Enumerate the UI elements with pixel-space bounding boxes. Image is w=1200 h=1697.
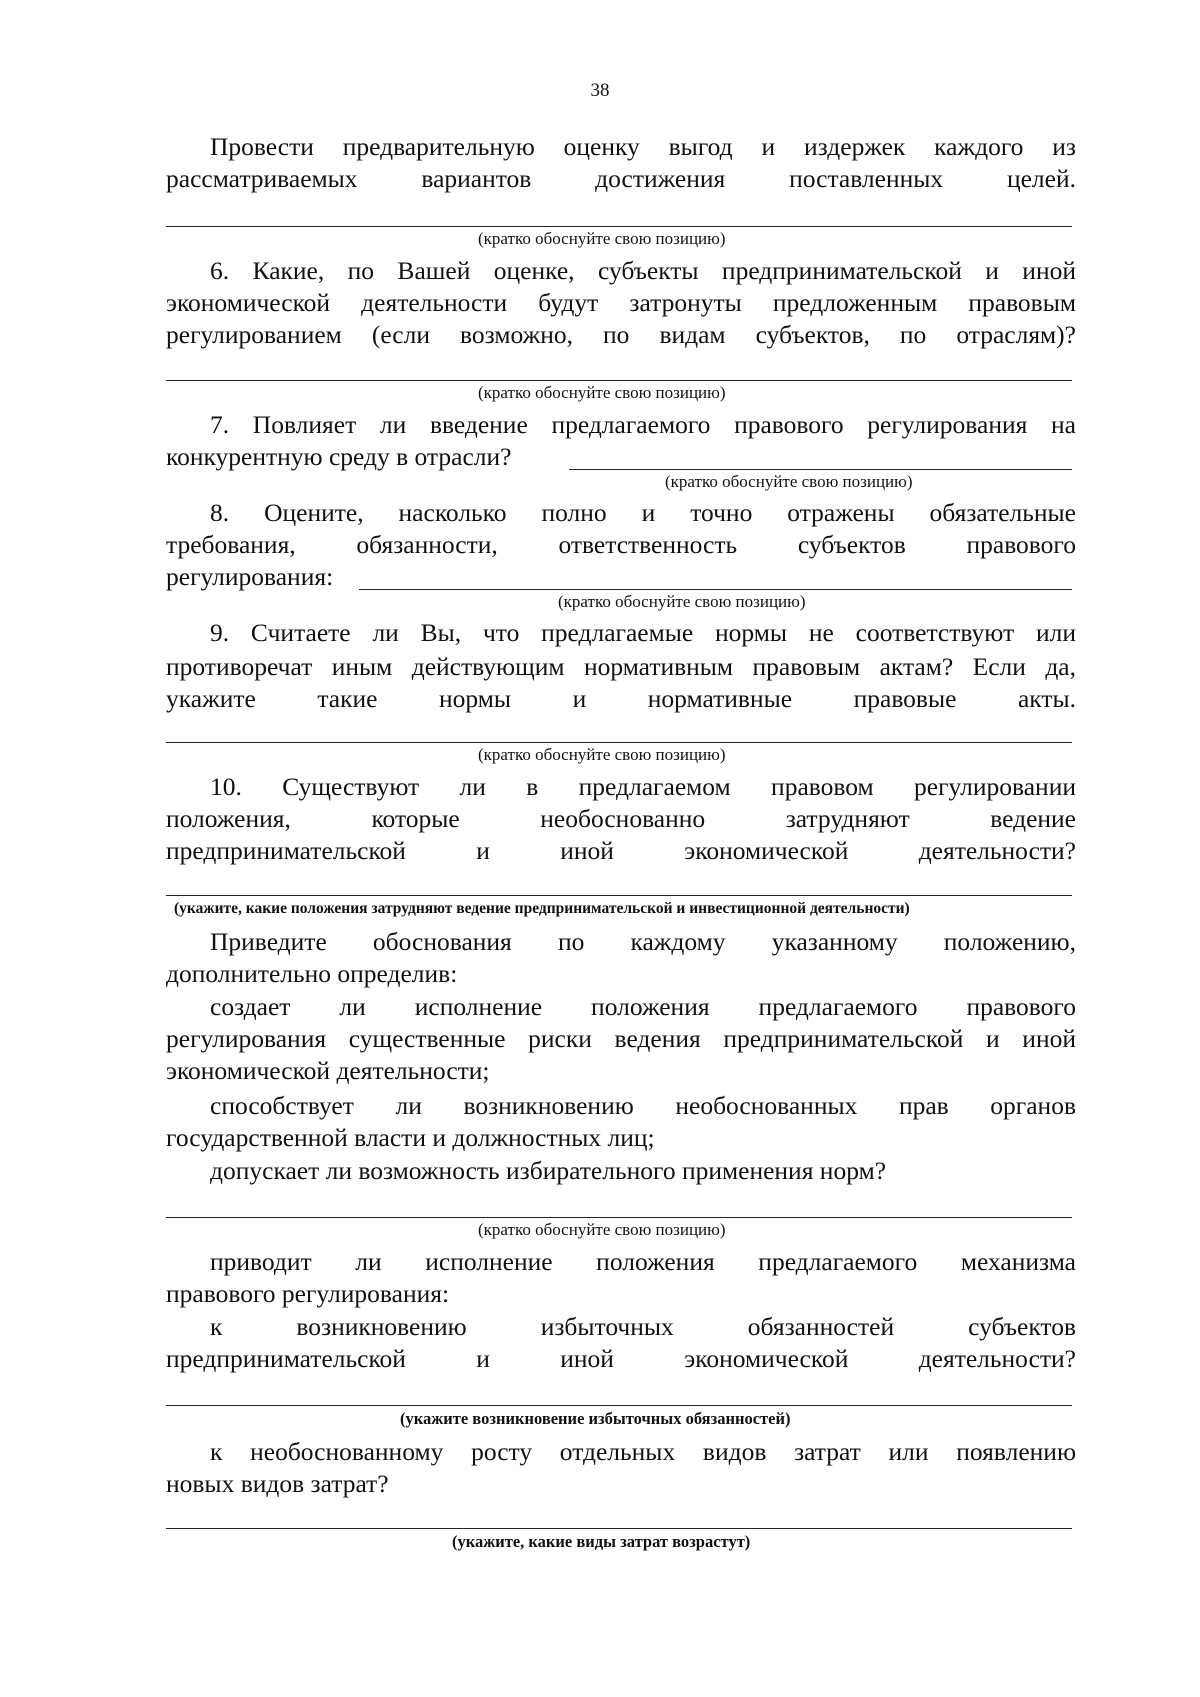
mech-line-3: к возникновению избыточных обязанностей субъектов	[210, 1312, 1076, 1341]
mech-line-2: правового регулирования:	[166, 1279, 450, 1308]
q6-line-1: 6. Какие, по Вашей оценке, субъекты предпринимательской и иной	[210, 256, 1076, 285]
q10-line-3: предпринимательской и иной экономической деятельности?	[166, 836, 1076, 865]
q7-line-1: 7. Повлияет ли введение предлагаемого правового регулирования на	[210, 410, 1076, 439]
caption-intro: (кратко обоснуйте свою позицию)	[478, 229, 726, 248]
answer-line-q8[interactable]	[359, 589, 1072, 590]
caption-q7: (кратко обоснуйте свою позицию)	[665, 472, 913, 491]
justify-line-1: Приведите обоснования по каждому указанному положению,	[210, 927, 1076, 956]
q9-line-3: укажите такие нормы и нормативные правовые акты.	[166, 684, 1076, 713]
q8-line-2: требования, обязанности, ответственность субъектов правового	[166, 530, 1076, 559]
q9-line-1: 9. Считаете ли Вы, что предлагаемые нормы не соответствуют или	[210, 618, 1076, 647]
q8-line-3: регулирования:	[166, 562, 334, 591]
caption-q10: (укажите, какие положения затрудняют ведение предпринимательской и инвестиционной деятельности)	[174, 900, 910, 917]
q7-line-2: конкурентную среду в отрасли?	[166, 442, 512, 471]
mech-line-1: приводит ли исполнение положения предлагаемого механизма	[210, 1247, 1076, 1276]
answer-line-q9[interactable]	[166, 742, 1072, 743]
q10-line-1: 10. Существуют ли в предлагаемом правовом регулировании	[210, 772, 1076, 801]
caption-justify: (кратко обоснуйте свою позицию)	[478, 1220, 726, 1239]
costs-line-1: к необоснованному росту отдельных видов затрат или появлению	[210, 1437, 1076, 1466]
answer-line-q10[interactable]	[166, 895, 1072, 896]
justify-line-8: допускает ли возможность избирательного применения норм?	[210, 1156, 887, 1185]
justify-line-5: экономической деятельности;	[166, 1056, 490, 1085]
costs-line-2: новых видов затрат?	[166, 1469, 389, 1498]
answer-line-mech[interactable]	[166, 1405, 1072, 1406]
q6-line-2: экономической деятельности будут затронуты предложенным правовым	[166, 288, 1076, 317]
page-number: 38	[590, 80, 610, 101]
mech-line-4: предпринимательской и иной экономической деятельности?	[166, 1344, 1076, 1373]
q6-line-3: регулированием (если возможно, по видам субъектов, по отраслям)?	[166, 320, 1076, 349]
caption-q8: (кратко обоснуйте свою позицию)	[558, 592, 806, 611]
answer-line-justify[interactable]	[166, 1217, 1072, 1218]
answer-line-costs[interactable]	[166, 1528, 1072, 1529]
q9-line-2: противоречат иным действующим нормативным правовым актам? Если да,	[166, 652, 1076, 681]
caption-mech: (укажите возникновение избыточных обязанностей)	[400, 1409, 791, 1428]
answer-line-q7[interactable]	[569, 469, 1072, 470]
justify-line-7: государственной власти и должностных лиц;	[166, 1123, 655, 1152]
intro-line-2: рассматриваемых вариантов достижения поставленных целей.	[166, 164, 1076, 193]
caption-q6: (кратко обоснуйте свою позицию)	[478, 383, 726, 402]
justify-line-2: дополнительно определив:	[166, 959, 458, 988]
justify-line-4: регулирования существенные риски ведения предпринимательской и иной	[166, 1024, 1076, 1053]
answer-line-q6[interactable]	[166, 380, 1072, 381]
justify-line-6: способствует ли возникновению необоснованных прав органов	[210, 1091, 1076, 1120]
caption-q9: (кратко обоснуйте свою позицию)	[478, 745, 726, 764]
q8-line-1: 8. Оцените, насколько полно и точно отражены обязательные	[210, 498, 1076, 527]
intro-line-1: Провести предварительную оценку выгод и издержек каждого из	[210, 132, 1076, 161]
answer-line-intro[interactable]	[166, 226, 1072, 227]
caption-costs: (укажите, какие виды затрат возрастут)	[452, 1532, 751, 1551]
q10-line-2: положения, которые необоснованно затрудняют ведение	[166, 804, 1076, 833]
justify-line-3: создает ли исполнение положения предлагаемого правового	[210, 992, 1076, 1021]
